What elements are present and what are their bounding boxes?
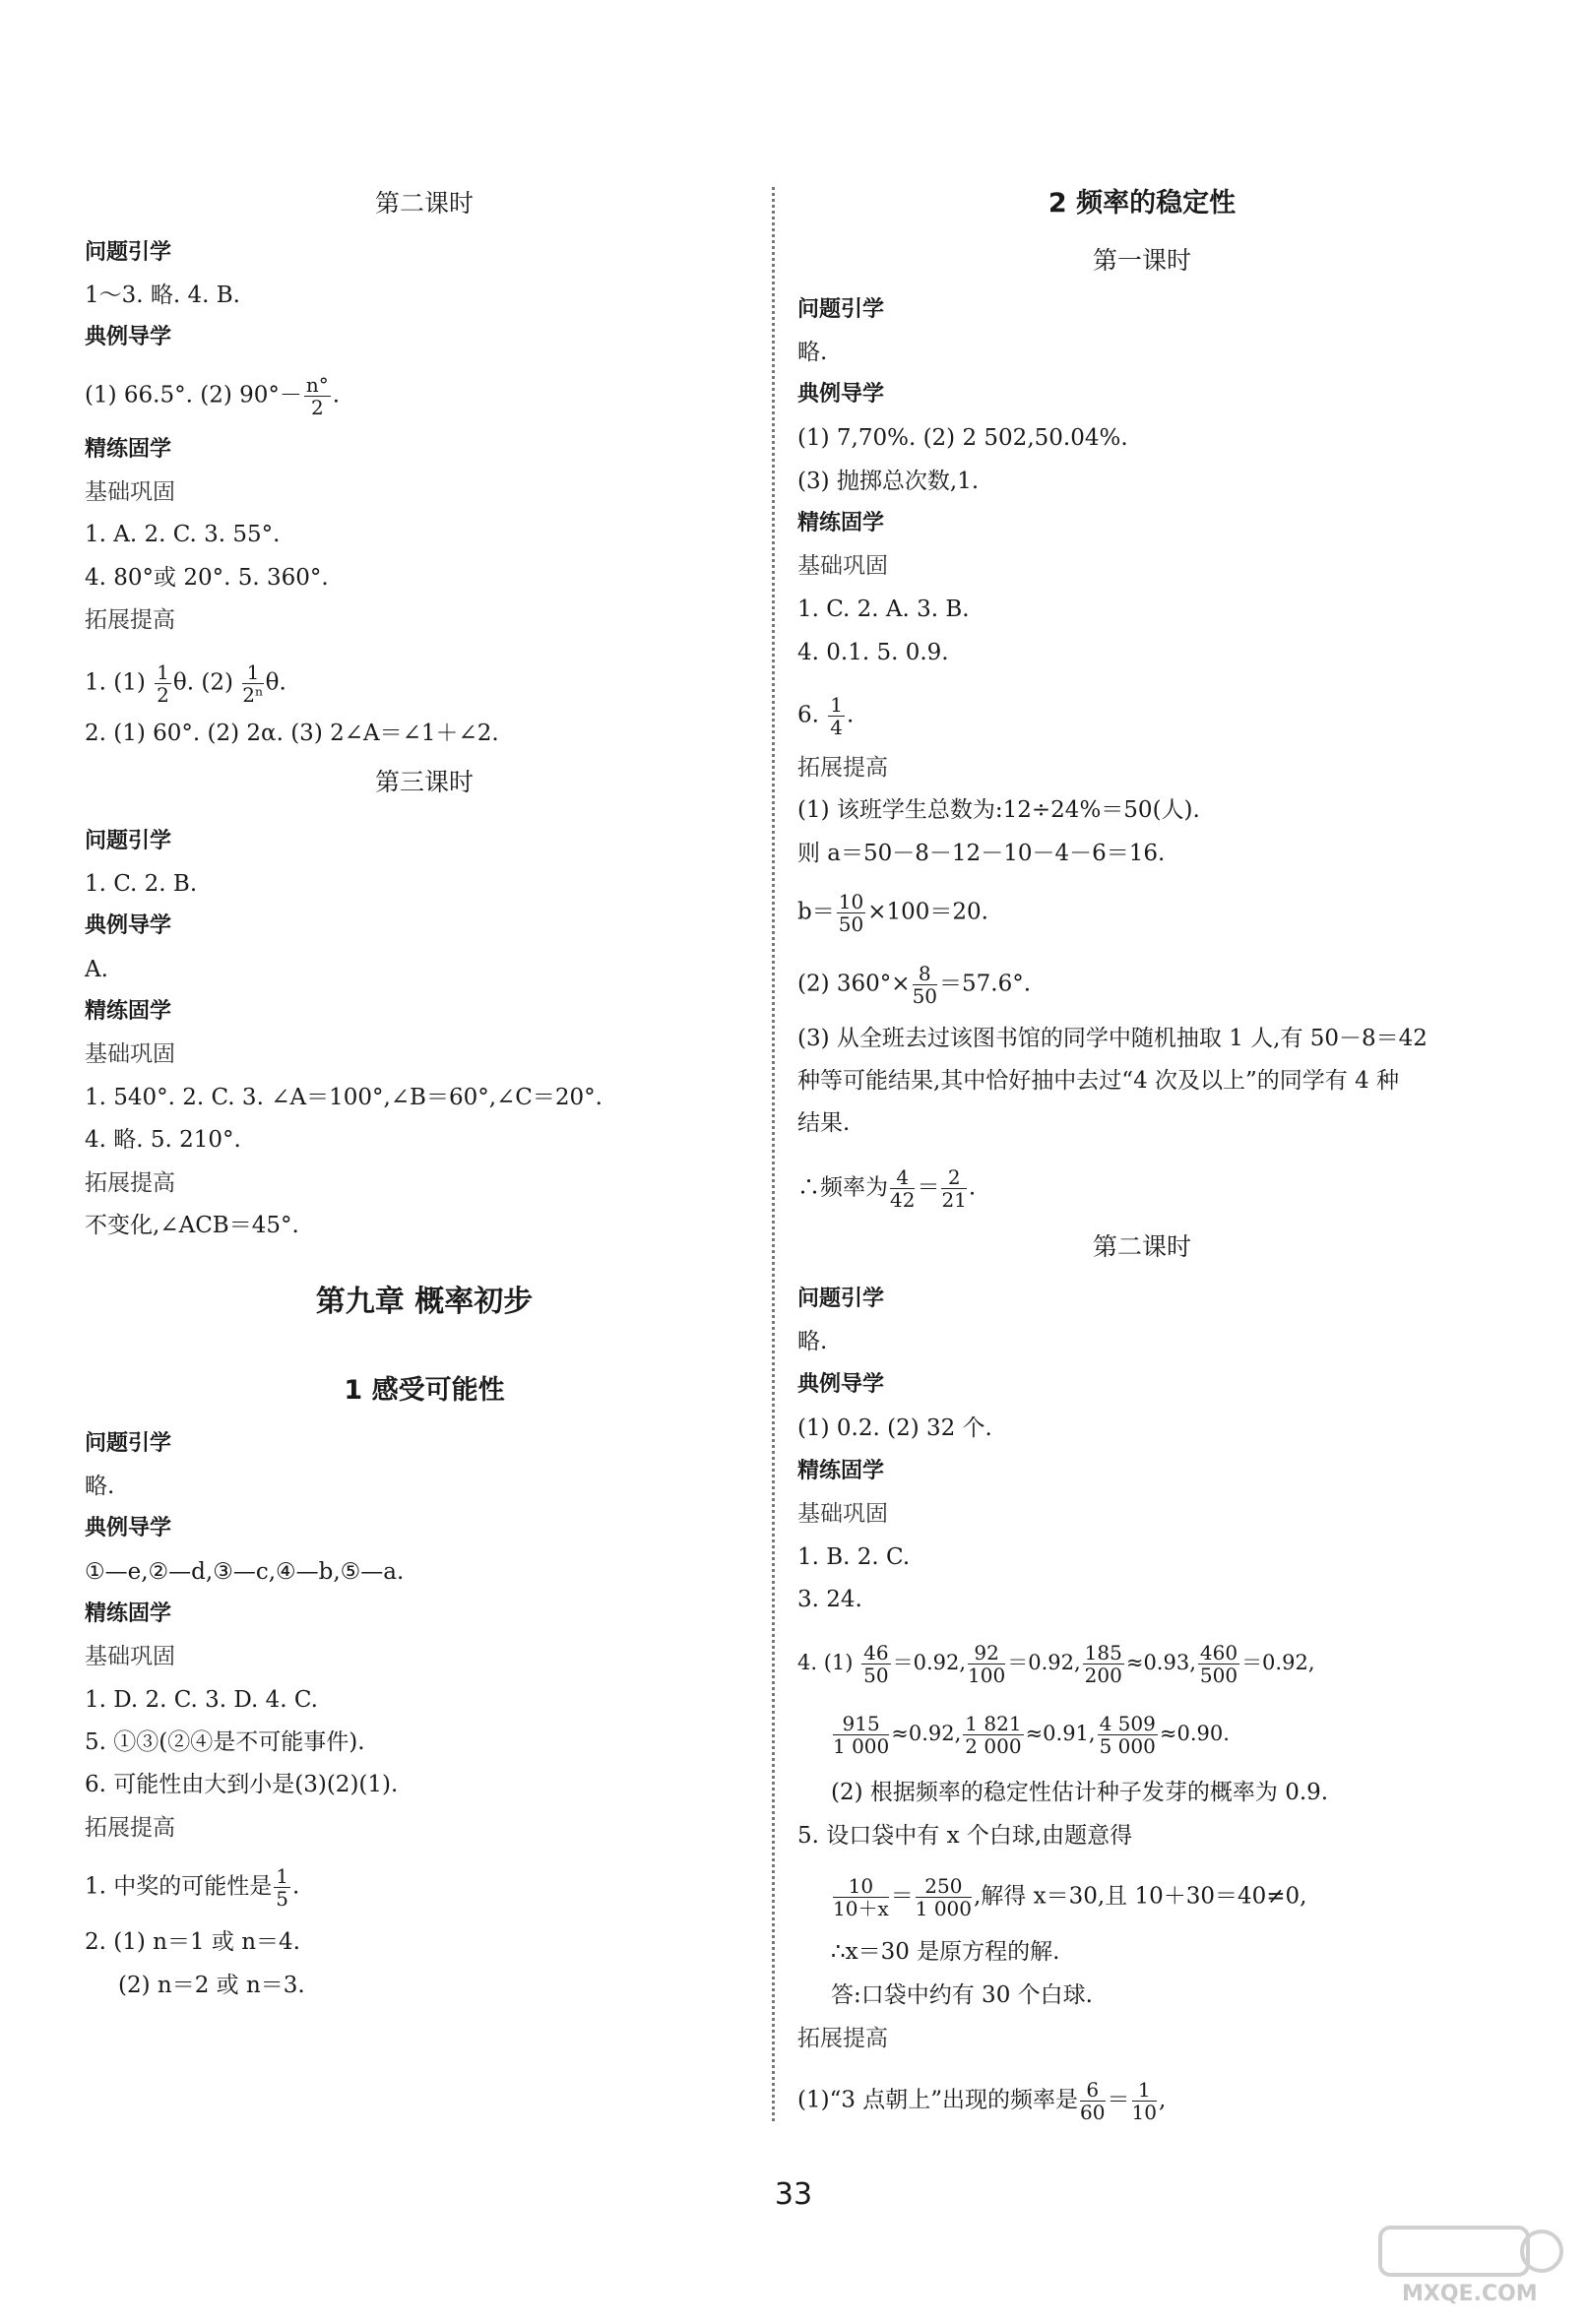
fraction: $\frac{185}{200}$: [1084, 1641, 1122, 1687]
fraction: $\frac{250}{1 000}$: [915, 1874, 972, 1920]
answer-line: ①—e,②—d,③—c,④—b,⑤—a.: [85, 1559, 405, 1585]
heading-dianliadaoxue: 典例导学: [797, 382, 885, 407]
fraction: $\frac{4}{42}$: [890, 1165, 916, 1212]
heading-jinglianguxue: 精练固学: [85, 999, 172, 1024]
answer-line: 4. 0.1. 5. 0.9.: [797, 640, 949, 665]
fraction: $\frac{8}{50}$: [912, 962, 938, 1008]
answer-line: 不变化,∠ACB＝45°.: [85, 1213, 299, 1238]
answer-line: 答:口袋中约有 30 个白球.: [831, 1982, 1093, 2008]
heading-wentiyinxue: 问题引学: [797, 297, 885, 322]
answer-line: 1～3. 略. 4. B.: [85, 283, 240, 308]
subheading-jichu: 基础巩固: [85, 1041, 175, 1067]
section-title: 1 感受可能性: [344, 1375, 505, 1406]
answer-line: (1) 该班学生总数为:12÷24%＝50(人).: [797, 797, 1200, 823]
answer-line: 5. 设口袋中有 x 个白球,由题意得: [797, 1823, 1133, 1849]
heading-jinglianguxue: 精练固学: [797, 511, 885, 535]
fraction: $\frac{1}{2}$: [157, 660, 169, 707]
watermark-logo: [1372, 2220, 1569, 2308]
column-divider: [772, 187, 775, 2121]
answer-line: (1)“3 点朝上”出现的频率是 $\frac{6}{60}$ ＝ $\frac{1}{10}$ ,: [797, 2078, 1167, 2124]
fraction: $\frac{6}{60}$: [1080, 2078, 1106, 2124]
chapter-title: 第九章 概率初步: [315, 1285, 534, 1319]
answer-line: b＝ $\frac{10}{50}$ ×100＝20.: [797, 890, 988, 936]
answer-line: (2) 360°× $\frac{8}{50}$ ＝57.6°.: [797, 962, 1032, 1008]
answer-line: 1. 540°. 2. C. 3. ∠A＝100°,∠B＝60°,∠C＝20°.: [85, 1085, 603, 1110]
fraction: $\frac{1}{\text{2ⁿ}}$: [242, 660, 264, 707]
answer-line: 略.: [797, 1329, 828, 1354]
answer-line: 3. 24.: [797, 1587, 862, 1612]
answer-line: ∴频率为 $\frac{4}{42}$ ＝ $\frac{2}{21}$ .: [797, 1165, 977, 1212]
fraction: $\frac{46}{50}$: [863, 1641, 889, 1687]
answer-line: 1. (1) $\frac{1}{2}$ θ. (2) $\frac{1}{\text{2ⁿ}}$ θ.: [85, 660, 286, 707]
answer-line: 6. 可能性由大到小是(3)(2)(1).: [85, 1772, 399, 1797]
lesson-title: 第三课时: [374, 768, 474, 796]
fraction: $\frac{1}{10}$: [1131, 2078, 1157, 2124]
subheading-jichu: 基础巩固: [85, 479, 175, 505]
answer-line: A.: [85, 957, 108, 982]
answer-line: 略.: [797, 340, 828, 365]
answer-line: 1. 中奖的可能性是 $\frac{1}{5}$ .: [85, 1864, 300, 1911]
answer-line: 1. B. 2. C.: [797, 1544, 911, 1570]
subheading-jichu: 基础巩固: [797, 553, 888, 579]
fraction: $\frac{10}{50}$: [838, 890, 864, 936]
fraction: $\frac{915}{1 000}$: [833, 1712, 890, 1758]
fraction: $\frac{1 821}{2 000}$: [965, 1712, 1022, 1758]
answer-line: (3) 抛掷总次数,1.: [797, 469, 980, 494]
heading-wentiyinxue: 问题引学: [85, 240, 172, 265]
answer-line: 1. C. 2. A. 3. B.: [797, 597, 970, 622]
heading-wentiyinxue: 问题引学: [797, 1287, 885, 1311]
subheading-jichu: 基础巩固: [85, 1644, 175, 1669]
heading-jinglianguxue: 精练固学: [85, 1602, 172, 1626]
answer-line: 2. (1) 60°. (2) 2α. (3) 2∠A＝∠1＋∠2.: [85, 721, 499, 746]
lesson-title: 第一课时: [1092, 246, 1191, 275]
answer-line: 2. (1) n＝1 或 n＝4.: [85, 1929, 300, 1955]
lesson-title: 第二课时: [374, 189, 474, 218]
subheading-jichu: 基础巩固: [797, 1501, 888, 1527]
heading-wentiyinxue: 问题引学: [85, 1431, 172, 1456]
answer-line: 6. $\frac{1}{4}$ .: [797, 693, 855, 739]
subheading-tuozhan: 拓展提高: [85, 1170, 175, 1196]
fraction: $\frac{92}{100}$: [968, 1641, 1006, 1687]
subheading-tuozhan: 拓展提高: [797, 755, 888, 781]
subheading-tuozhan: 拓展提高: [797, 2026, 888, 2051]
answer-line: $\frac{915}{1 000}$ ≈0.92, $\frac{1 821}{2 000}$ ≈0.91, $\frac{4 509}{5 000}$ ≈0.90.: [833, 1712, 1230, 1758]
answer-line: 结果.: [797, 1110, 851, 1136]
answer-line: 1. C. 2. B.: [85, 871, 198, 897]
answer-line: 1. A. 2. C. 3. 55°.: [85, 522, 281, 547]
answer-line: (1) 0.2. (2) 32 个.: [797, 1415, 992, 1441]
answer-line: 种等可能结果,其中恰好抽中去过“4 次及以上”的同学有 4 种: [797, 1068, 1400, 1094]
fraction: $\frac{460}{500}$: [1199, 1641, 1238, 1687]
answer-line: 4. 略. 5. 210°.: [85, 1127, 241, 1153]
heading-wentiyinxue: 问题引学: [85, 829, 172, 853]
answer-line: 5. ①③(②④是不可能事件).: [85, 1729, 365, 1755]
page-number: 33: [774, 2177, 813, 2212]
heading-dianliadaoxue: 典例导学: [85, 1516, 172, 1540]
watermark-text: MXQE.COM: [1402, 2282, 1538, 2306]
answer-line: (2) n＝2 或 n＝3.: [118, 1973, 305, 1998]
answer-line: (1) 7,70%. (2) 2 502,50.04%.: [797, 425, 1128, 451]
heading-jinglianguxue: 精练固学: [85, 437, 172, 462]
answer-line: (1) 66.5°. (2) 90°－ $\frac{n^\circ}{2}$ .: [85, 373, 341, 419]
answer-line: 4. (1) $\frac{46}{50}$ ＝0.92, $\frac{92}{100}$ ＝0.92, $\frac{185}{200}$ ≈0.93, $\frac{460}{500}$ ＝0.92,: [797, 1641, 1315, 1687]
section-title: 2 频率的稳定性: [1047, 188, 1237, 219]
fraction: $\frac{2}{21}$: [941, 1165, 967, 1212]
fraction: $\frac{1}{5}$: [276, 1864, 288, 1911]
fraction: $\frac{1}{4}$: [830, 693, 843, 739]
fraction: $\frac{n^\circ}{2}$: [305, 373, 329, 419]
subheading-tuozhan: 拓展提高: [85, 1815, 175, 1841]
answer-line: $\frac{10}{10+x}$ ＝ $\frac{250}{1 000}$ ,解得 x＝30,且 10＋30＝40≠0,: [833, 1874, 1307, 1920]
heading-jinglianguxue: 精练固学: [797, 1459, 885, 1483]
answer-line: 4. 80°或 20°. 5. 360°.: [85, 565, 329, 591]
answer-line: ∴x＝30 是原方程的解.: [831, 1939, 1060, 1965]
heading-dianliadaoxue: 典例导学: [85, 913, 172, 938]
answer-line: 1. D. 2. C. 3. D. 4. C.: [85, 1687, 318, 1713]
subheading-tuozhan: 拓展提高: [85, 607, 175, 633]
heading-dianliadaoxue: 典例导学: [85, 325, 172, 349]
fraction: $\frac{4 509}{5 000}$: [1099, 1712, 1156, 1758]
answer-line: (3) 从全班去过该图书馆的同学中随机抽取 1 人,有 50－8＝42: [797, 1026, 1428, 1051]
fraction: $\frac{10}{10+x}$: [833, 1874, 889, 1920]
lesson-title: 第二课时: [1092, 1232, 1191, 1261]
answer-line: 略.: [85, 1474, 115, 1499]
answer-line: (2) 根据频率的稳定性估计种子发芽的概率为 0.9.: [831, 1780, 1329, 1805]
heading-dianliadaoxue: 典例导学: [797, 1372, 885, 1397]
answer-line: 则 a＝50－8－12－10－4－6＝16.: [797, 841, 1166, 866]
